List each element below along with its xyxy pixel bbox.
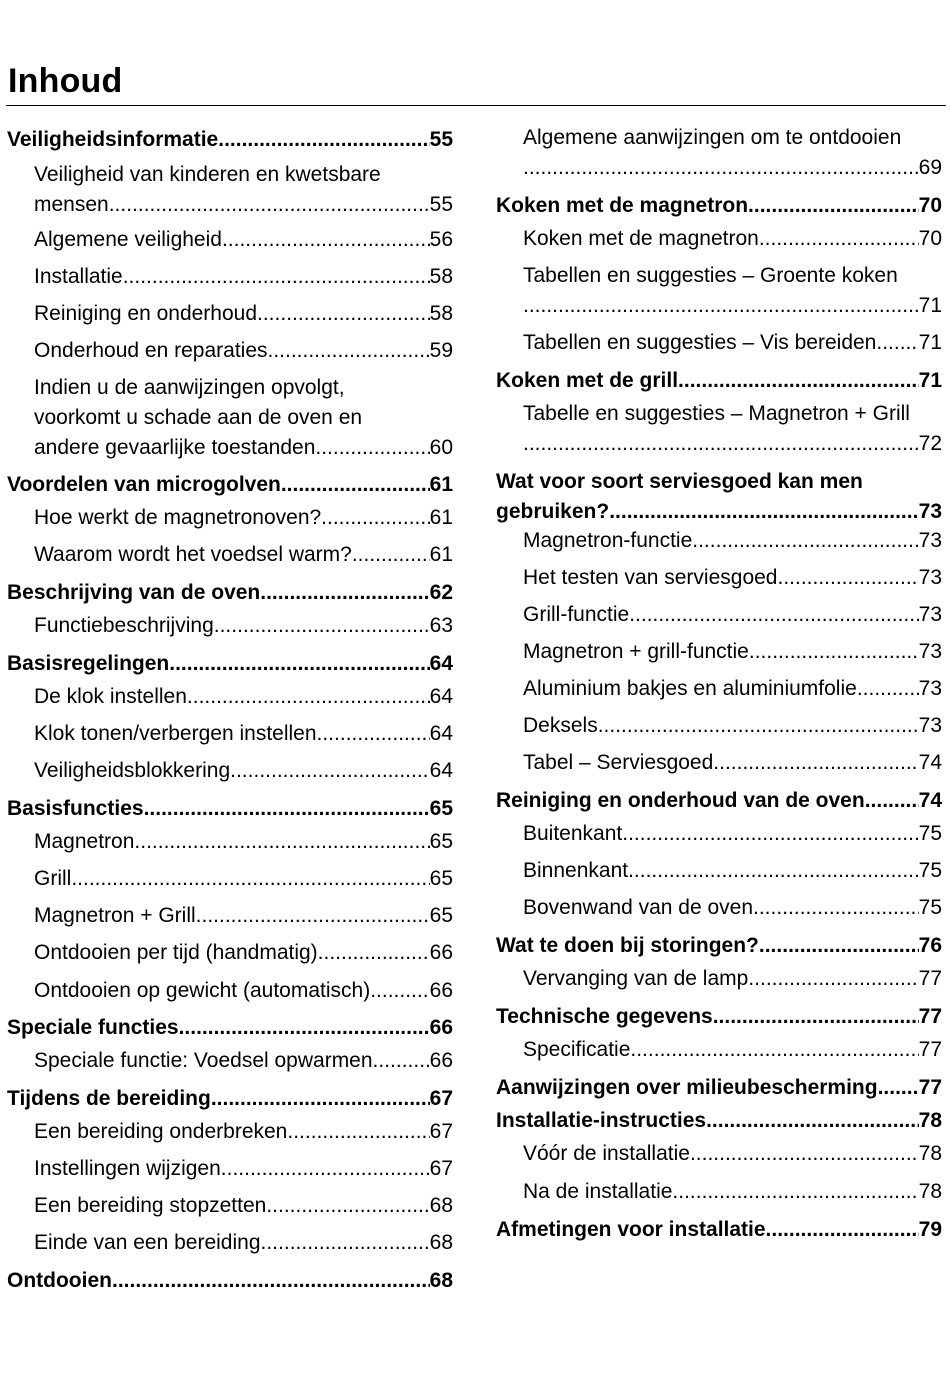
toc-entry-title: Aluminium bakjes en aluminiumfolie [523,677,857,700]
dot-leader [706,1106,919,1136]
toc-subsection-entry[interactable] [7,901,453,931]
toc-page-number: 63 [429,614,453,637]
toc-section-entry[interactable] [496,366,942,396]
toc-entry-title-line: Algemene aanwijzingen om te ontdooien [523,126,902,149]
toc-subsection-entry[interactable] [7,336,453,366]
dot-leader [321,503,429,533]
toc-page-number: 73 [918,714,942,737]
toc-page-number: 70 [918,227,942,250]
toc-page-number: 55 [429,193,453,216]
toc-entry-title: Wat te doen bij storingen? [496,934,759,957]
toc-page-number: 58 [429,265,453,288]
dot-leader [112,1266,430,1296]
toc-entry-title: Ontdooien [7,1269,112,1292]
toc-subsection-entry[interactable] [7,864,453,894]
toc-page-number: 66 [429,1049,453,1072]
dot-leader [196,901,430,931]
dot-leader [857,674,919,704]
toc-subsection-entry[interactable] [496,328,942,358]
dot-leader [749,637,919,667]
dot-leader [759,224,919,254]
toc-entry-title: Installatie-instructies [496,1109,707,1132]
toc-entry-title-line: voorkomt u schade aan de oven en [34,406,363,429]
toc-page-number: 71 [918,369,942,392]
toc-subsection-entry[interactable] [7,1228,453,1258]
toc-subsection-entry[interactable] [496,964,942,994]
dot-leader [766,1215,919,1245]
toc-entry-title-line: Wat voor soort serviesgoed kan men [496,470,863,493]
toc-subsection-entry[interactable] [496,1177,942,1207]
dot-leader [523,153,919,183]
toc-page-number: 65 [429,904,453,927]
toc-section-entry[interactable] [496,931,942,961]
toc-section-entry[interactable] [496,1002,942,1032]
page-title: Inhoud [8,62,123,100]
toc-page-number: 64 [429,652,453,675]
toc-page-number: 64 [429,685,453,708]
dot-leader [609,497,918,527]
dot-leader [713,1002,919,1032]
toc-entry-title: Koken met de magnetron [523,227,759,250]
dot-leader [281,470,430,500]
dot-leader [759,931,919,961]
dot-leader [218,125,429,155]
toc-section-entry[interactable] [7,1266,453,1296]
dot-leader [214,611,430,641]
toc-page-number: 65 [429,797,453,820]
toc-page-number: 75 [918,859,942,882]
toc-subsection-entry[interactable] [7,503,453,533]
toc-subsection-entry[interactable] [496,711,942,741]
toc-subsection-entry[interactable] [496,893,942,923]
toc-page-number: 67 [429,1157,453,1180]
dot-leader [261,1228,430,1258]
toc-entry-title: Basisregelingen [7,652,170,675]
dot-leader [318,938,430,968]
dot-leader [370,976,429,1006]
toc-subsection-entry[interactable] [496,261,942,321]
toc-subsection-entry[interactable] [496,856,942,886]
dot-leader [876,328,918,358]
toc-entry-title: gebruiken? [496,500,610,523]
toc-page-number: 73 [918,529,942,552]
toc-subsection-entry[interactable] [7,976,453,1006]
toc-entry-title-line: Tabelle en suggesties – Magnetron + Grill [523,402,910,425]
toc-entry-title: Een bereiding onderbreken [34,1120,288,1143]
toc-page-number: 72 [918,432,942,455]
toc-entry-title: Voordelen van microgolven [7,473,281,496]
dot-leader [523,291,919,321]
toc-page-number: 66 [429,941,453,964]
toc-subsection-entry[interactable] [7,827,453,857]
toc-subsection-entry[interactable] [496,748,942,778]
toc-entry-title: Magnetron-functie [523,529,693,552]
toc-subsection-entry[interactable] [7,1117,453,1147]
toc-page-number: 65 [429,867,453,890]
toc-entry-title-line: Veiligheid van kinderen en kwetsbare [34,163,381,186]
toc-entry-title: Ontdooien per tijd (handmatig) [34,941,318,964]
toc-page-number: 73 [918,603,942,626]
toc-subsection-entry[interactable] [496,637,942,667]
dot-leader [222,225,430,255]
toc-entry-title: Vervanging van de lamp [523,967,749,990]
toc-subsection-entry[interactable] [7,299,453,329]
toc-entry-title: Deksels [523,714,598,737]
toc-page-number: 77 [918,967,942,990]
toc-page-number: 64 [429,759,453,782]
toc-section-entry[interactable] [7,649,453,679]
toc-page-number: 69 [918,156,942,179]
toc-page-number: 67 [429,1120,453,1143]
toc-entry-title: Waarom wordt het voedsel warm? [34,543,352,566]
toc-subsection-entry[interactable] [7,262,453,292]
toc-entry-title: Afmetingen voor installatie [496,1218,766,1241]
toc-entry-title: Einde van een bereiding [34,1231,261,1254]
dot-leader [260,578,429,608]
toc-page-number: 73 [918,500,942,523]
toc-entry-title: Na de installatie [523,1180,673,1203]
toc-page-number: 66 [429,979,453,1002]
toc-subsection-entry[interactable] [7,160,453,220]
toc-entry-title: Aanwijzingen over milieubescherming [496,1076,878,1099]
toc-page-number: 74 [918,789,942,812]
toc-page-number: 56 [429,228,453,251]
toc-entry-title: Grill-functie [523,603,630,626]
toc-subsection-entry[interactable] [496,1035,942,1065]
dot-leader [630,1035,918,1065]
toc-section-entry[interactable] [496,191,942,221]
toc-entry-title: Veiligheidsinformatie [7,128,219,151]
toc-section-entry[interactable] [7,794,453,824]
toc-subsection-entry[interactable] [496,600,942,630]
toc-page-number: 79 [918,1218,942,1241]
dot-leader [748,191,919,221]
dot-leader [713,748,918,778]
dot-leader [315,433,429,463]
toc-page-number: 77 [918,1038,942,1061]
dot-leader [134,827,429,857]
toc-entry-title: Tabellen en suggesties – Vis bereiden [523,331,877,354]
dot-leader [692,526,918,556]
toc-entry-title: Speciale functie: Voedsel opwarmen [34,1049,373,1072]
toc-section-entry[interactable] [7,1084,453,1114]
dot-leader [629,600,918,630]
toc-subsection-entry[interactable] [7,540,453,570]
toc-page-number: 64 [429,722,453,745]
dot-leader [266,1191,429,1221]
toc-entry-title: Speciale functies [7,1016,179,1039]
toc-page-number: 66 [429,1016,453,1039]
toc-page-number: 77 [918,1005,942,1028]
dot-leader [123,262,430,292]
toc-entry-title: mensen [34,193,109,216]
toc-page-number: 61 [429,543,453,566]
toc-entry-title: Installatie [34,265,123,288]
toc-page-number: 61 [429,506,453,529]
toc-subsection-entry[interactable] [496,526,942,556]
dot-leader [169,649,429,679]
toc-section-entry[interactable] [496,786,942,816]
dot-leader [352,540,430,570]
dot-leader [690,1139,919,1169]
toc-page-number: 77 [918,1076,942,1099]
toc-entry-title: Specificatie [523,1038,631,1061]
title-divider [6,105,946,106]
dot-leader [144,794,430,824]
toc-page-number: 73 [918,566,942,589]
toc-entry-title: Binnenkant [523,859,629,882]
toc-page-number: 75 [918,822,942,845]
toc-section-entry[interactable] [496,467,942,527]
toc-section-entry[interactable] [7,125,453,155]
toc-section-entry[interactable] [7,470,453,500]
toc-section-entry[interactable] [496,1106,942,1136]
toc-entry-title: Een bereiding stopzetten [34,1194,267,1217]
toc-page-number: 75 [918,896,942,919]
toc-page-number: 68 [429,1231,453,1254]
toc-page-number: 67 [429,1087,453,1110]
dot-leader [179,1013,430,1043]
toc-subsection-entry[interactable] [7,1154,453,1184]
toc-entry-title: Grill [34,867,72,890]
toc-page-number: 55 [429,128,453,151]
toc-subsection-entry[interactable] [496,123,942,183]
toc-entry-title: Klok tonen/verbergen instellen [34,722,317,745]
toc-subsection-entry[interactable] [496,224,942,254]
toc-page-number: 59 [429,339,453,362]
toc-page-number: 68 [429,1269,453,1292]
toc-entry-title: Vóór de installatie [523,1142,690,1165]
toc-subsection-entry[interactable] [7,938,453,968]
toc-page-number: 78 [918,1109,942,1132]
toc-entry-title: Het testen van serviesgoed [523,566,778,589]
toc-entry-title: Tijdens de bereiding... [7,1087,229,1110]
dot-leader [628,856,919,886]
toc-entry-title: Koken met de magnetron [496,194,749,217]
toc-entry-title: andere gevaarlijke toestanden [34,436,316,459]
toc-subsection-entry[interactable] [7,756,453,786]
toc-subsection-entry[interactable] [496,563,942,593]
toc-entry-title: Hoe werkt de magnetronoven? [34,506,322,529]
toc-entry-title: Magnetron [34,830,135,853]
toc-entry-title: Magnetron + Grill [34,904,196,927]
toc-page-number: 58 [429,302,453,325]
dot-leader [257,299,430,329]
dot-leader [230,756,430,786]
dot-leader [287,1117,429,1147]
toc-subsection-entry[interactable] [7,225,453,255]
toc-subsection-entry[interactable] [496,1139,942,1169]
toc-entry-title: Beschrijving van de oven [7,581,261,604]
toc-subsection-entry[interactable] [7,719,453,749]
dot-leader [777,563,918,593]
toc-page-number: 71 [918,331,942,354]
toc-entry-title: Reiniging en onderhoud van de oven [496,789,865,812]
toc-page-number: 60 [429,436,453,459]
dot-leader [71,864,429,894]
dot-leader [878,1073,919,1103]
dot-leader [672,1177,918,1207]
toc-subsection-entry[interactable] [496,399,942,459]
dot-leader [748,964,918,994]
dot-leader [865,786,919,816]
toc-entry-title: Basisfuncties [7,797,144,820]
dot-leader [317,719,430,749]
toc-entry-title: De klok instellen [34,685,187,708]
toc-entry-title: Buitenkant [523,822,623,845]
toc-page-number: 78 [918,1180,942,1203]
dot-leader [187,682,430,712]
toc-subsection-entry[interactable] [7,682,453,712]
dot-leader [268,336,430,366]
dot-leader [598,711,919,741]
toc-subsection-entry[interactable] [7,611,453,641]
toc-subsection-entry[interactable] [7,373,453,463]
toc-entry-title: Algemene veiligheid [34,228,222,251]
toc-entry-title: Bovenwand van de oven [523,896,754,919]
toc-entry-title: Technische gegevens [496,1005,713,1028]
toc-subsection-entry[interactable] [496,674,942,704]
toc-section-entry[interactable] [496,1073,942,1103]
toc-page-number: 70 [918,194,942,217]
toc-entry-title: Koken met de grill [496,369,679,392]
toc-page-number: 73 [918,677,942,700]
toc-page-number: 68 [429,1194,453,1217]
toc-entry-title: Onderhoud en reparaties [34,339,268,362]
dot-leader [622,819,918,849]
dot-leader [221,1154,430,1184]
toc-entry-title: Ontdooien op gewicht (automatisch) [34,979,371,1002]
dot-leader [523,429,919,459]
dot-leader [753,893,919,923]
toc-entry-title: Instellingen wijzigen [34,1157,221,1180]
toc-page-number: 62 [429,581,453,604]
toc-page-number: 65 [429,830,453,853]
toc-entry-title: Tabel – Serviesgoed [523,751,714,774]
toc-page-number: 61 [429,473,453,496]
toc-entry-title-line: Indien u de aanwijzingen opvolgt, [34,376,345,399]
toc-page-number: 74 [918,751,942,774]
toc-entry-title: Veiligheidsblokkering [34,759,231,782]
toc-page-number: 78 [918,1142,942,1165]
toc-entry-title: Reiniging en onderhoud [34,302,258,325]
toc-subsection-entry[interactable] [7,1046,453,1076]
toc-entry-title: Magnetron + grill-functie [523,640,749,663]
dot-leader [373,1046,430,1076]
dot-leader [678,366,919,396]
toc-page-number: 71 [918,294,942,317]
toc-section-entry[interactable] [7,578,453,608]
toc-entry-title: Functiebeschrijving [34,614,214,637]
toc-page-number: 73 [918,640,942,663]
toc-section-entry[interactable] [7,1013,453,1043]
toc-subsection-entry[interactable] [496,819,942,849]
dot-leader [109,190,430,220]
toc-page-number: 76 [918,934,942,957]
toc-entry-title-line: Tabellen en suggesties – Groente koken [523,264,898,287]
dot-leader [228,1084,429,1114]
toc-section-entry[interactable] [496,1215,942,1245]
toc-subsection-entry[interactable] [7,1191,453,1221]
